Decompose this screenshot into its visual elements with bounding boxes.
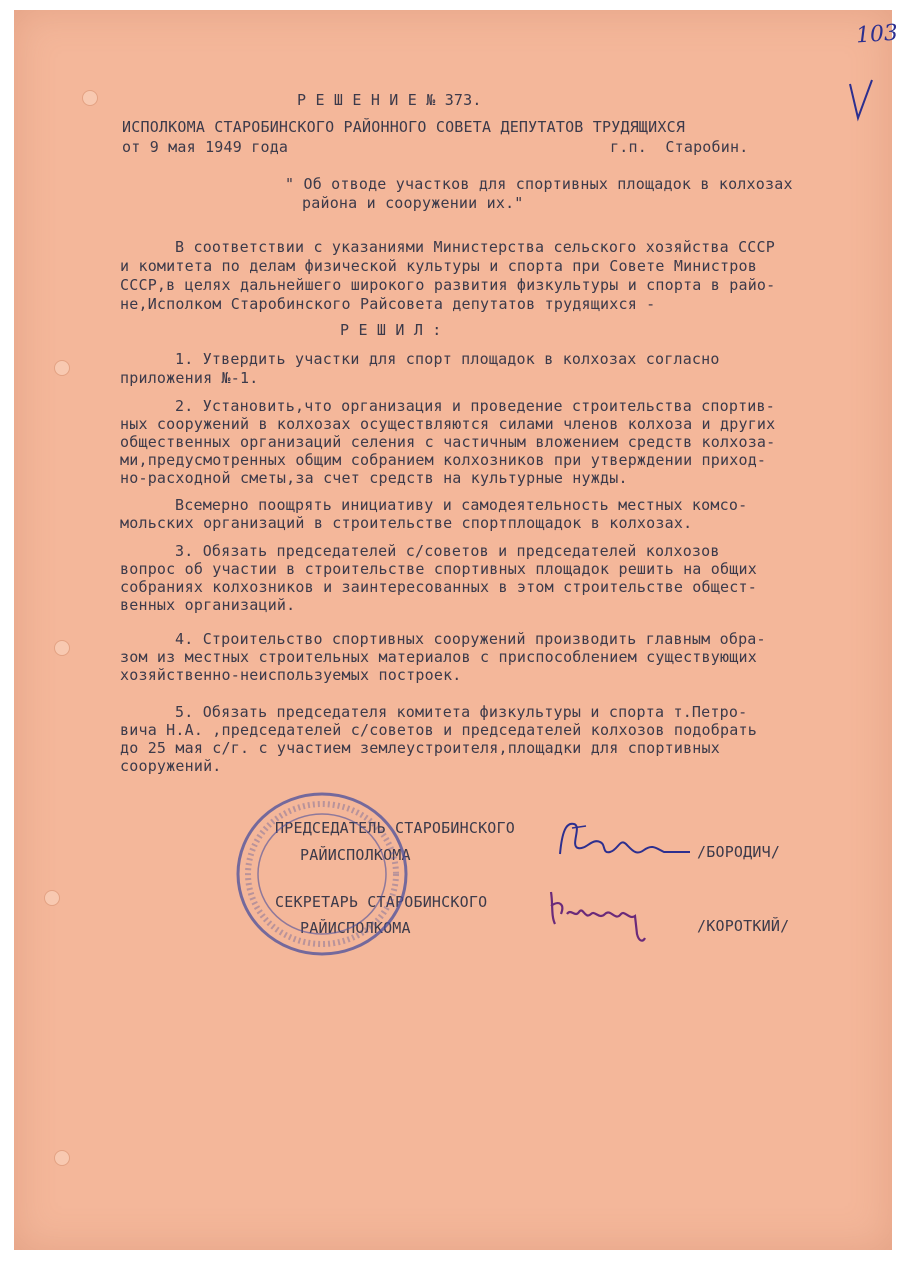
official-seal	[232, 788, 412, 960]
secretary-name: /КОРОТКИЙ/	[697, 917, 790, 935]
point-line: но-расходной сметы,за счет средств на культурные нужды.	[120, 469, 628, 487]
point-line: 2. Установить,что организация и проведение строительства спортив-	[175, 397, 775, 415]
decision-title: Р Е Ш Е Н И Е № 373.	[297, 91, 482, 109]
archive-page-number: 103	[855, 20, 899, 49]
point-line: Всемерно поощрять инициативу и самодеятельность местных комсо-	[175, 496, 748, 514]
point-line: до 25 мая с/г. с участием землеустроителя,площадки для спортивных	[120, 739, 720, 757]
point-line: хозяйственно-неиспользуемых построек.	[120, 666, 462, 684]
resolved-heading: Р Е Ш И Л :	[340, 321, 442, 339]
point-line: ных сооружений в колхозах осуществляются силами членов колхоза и других	[120, 415, 776, 433]
point-line: общественных организаций селения с частичным вложением средств колхоза-	[120, 433, 776, 451]
point-line: 5. Обязать председателя комитета физкультуры и спорта т.Петро-	[175, 703, 748, 721]
point-line: венных организаций.	[120, 596, 296, 614]
subject-line: " Об отводе участков для спортивных площадок в колхозах	[285, 175, 793, 193]
secretary-title: СЕКРЕТАРЬ СТАРОБИНСКОГО	[275, 893, 488, 911]
preamble-line: СССР,в целях дальнейшего широкого развития физкультуры и спорта в райо-	[120, 276, 776, 294]
point-line: собраниях колхозников и заинтересованных в этом строительстве общест-	[120, 578, 757, 596]
point-line: 4. Строительство спортивных сооружений производить главным обра-	[175, 630, 766, 648]
preamble-line: не,Исполком Старобинского Райсовета депутатов трудящихся -	[120, 295, 656, 313]
point-line: сооружений.	[120, 757, 222, 775]
point-line: вича Н.А. ,председателей с/советов и председателей колхозов подобрать	[120, 721, 757, 739]
point-line: мольских организаций в строительстве спортплощадок в колхозах.	[120, 514, 693, 532]
chair-title: ПРЕДСЕДАТЕЛЬ СТАРОБИНСКОГО	[275, 819, 515, 837]
point-line: 1. Утвердить участки для спорт площадок в колхозах согласно	[175, 350, 720, 368]
preamble-line: и комитета по делам физической культуры и спорта при Совете Министров	[120, 257, 757, 275]
decision-date: от 9 мая 1949 года	[122, 138, 289, 156]
preamble-line: В соответствии с указаниями Министерства сельского хозяйства СССР	[175, 238, 775, 256]
chair-signature	[552, 814, 692, 874]
point-line: вопрос об участии в строительстве спортивных площадок решить на общих	[120, 560, 757, 578]
chair-title: РАЙИСПОЛКОМА	[300, 846, 411, 864]
point-line: ми,предусмотренных общим собранием колхозников при утверждении приход-	[120, 451, 767, 469]
chair-name: /БОРОДИЧ/	[697, 843, 781, 861]
secretary-signature	[545, 884, 655, 948]
point-line: приложения №-1.	[120, 369, 259, 387]
issuing-body: ИСПОЛКОМА СТАРОБИНСКОГО РАЙОННОГО СОВЕТА ДЕПУТАТОВ ТРУДЯЩИХСЯ	[122, 118, 686, 136]
decision-place: г.п. Старобин.	[610, 138, 749, 156]
subject-line: района и сооружении их."	[302, 194, 524, 212]
point-line: зом из местных строительных материалов с приспособлением существующих	[120, 648, 757, 666]
secretary-title: РАЙИСПОЛКОМА	[300, 919, 411, 937]
point-line: 3. Обязать председателей с/советов и председателей колхозов	[175, 542, 720, 560]
